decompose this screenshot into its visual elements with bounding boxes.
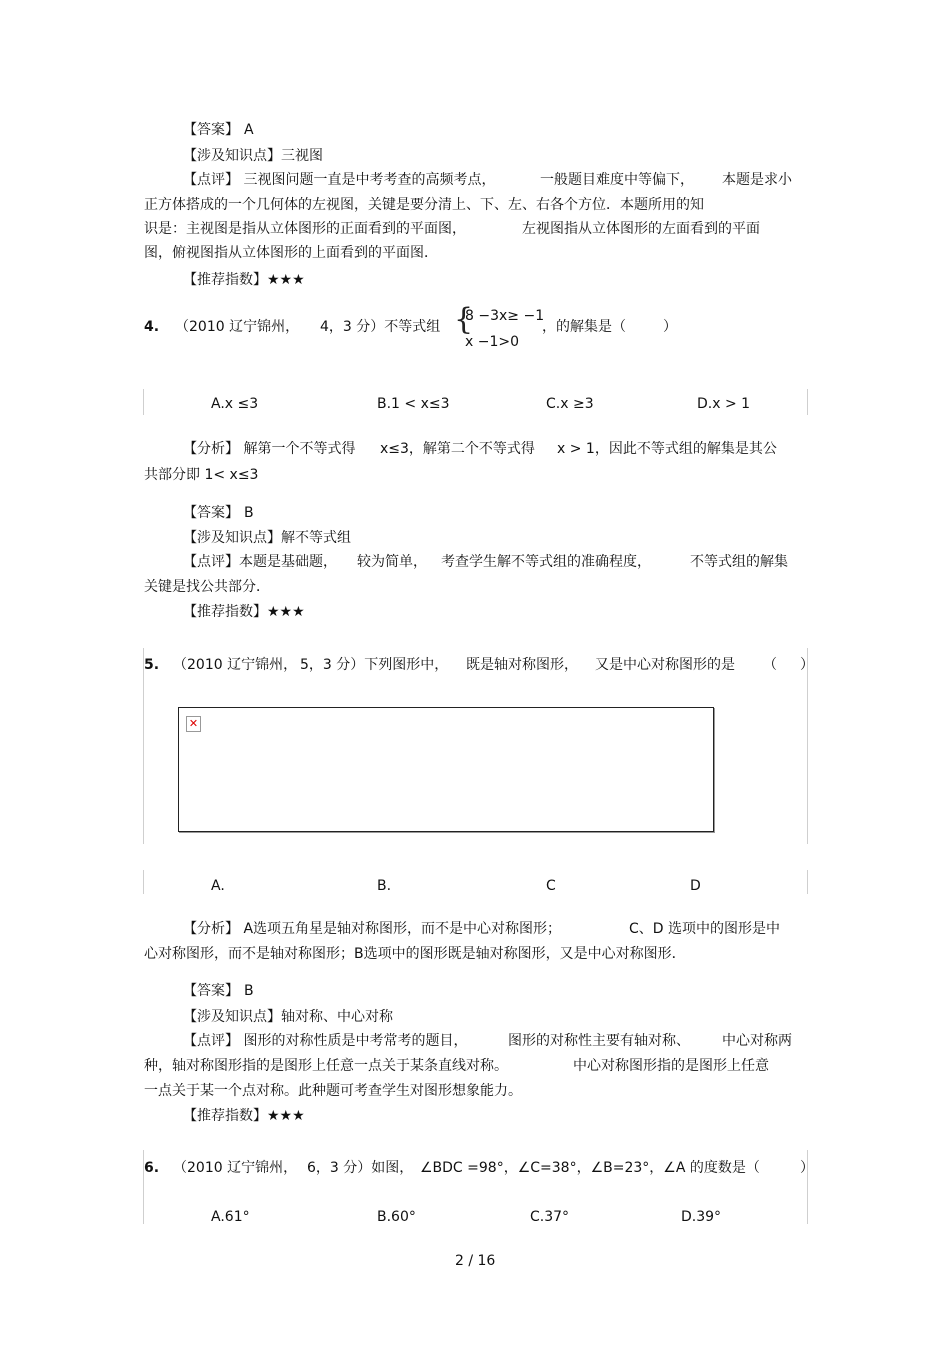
inequality-1: 8 −3x≥ −1 — [465, 308, 545, 324]
analysis-text: 【分析】 解第一个不等式得 — [183, 441, 356, 457]
review-text: 种，轴对称图形指的是图形上任意一点关于某条直线对称。 — [144, 1058, 508, 1074]
knowledge-point-label: 【涉及知识点】 — [183, 148, 281, 164]
review-text: 【点评】本题是基础题， — [183, 554, 337, 570]
knowledge-point-label: 【涉及知识点】 — [183, 530, 281, 546]
knowledge-point-label: 【涉及知识点】 — [183, 1009, 281, 1025]
option-b: B. — [377, 878, 392, 894]
system-brace: { — [454, 302, 474, 337]
recommend-label: 【推荐指数】 — [183, 1108, 267, 1124]
question-stem: （2010 辽宁锦州， — [173, 1160, 298, 1176]
knowledge-point-value: 三视图 — [281, 148, 323, 164]
option-d: D — [690, 878, 701, 894]
question-stem: 既是轴对称图形， — [466, 657, 578, 673]
question-stem: ∠BDC =98°，∠C=38°，∠B=23°，∠A 的度数是（ — [420, 1160, 760, 1176]
answer-label: 【答案】 — [183, 983, 239, 999]
option-row-border — [143, 389, 144, 415]
question-number: 4. — [144, 319, 160, 335]
review-text: 一点关于某一个点对称。此种题可考查学生对图形想象能力。 — [144, 1083, 522, 1099]
answer-label: 【答案】 — [183, 505, 239, 521]
review-text: 不等式组的解集 — [690, 554, 788, 570]
option-row-border — [143, 870, 144, 894]
question-stem: ） — [800, 1160, 814, 1176]
question-stem: 6，3 分）如图， — [307, 1160, 414, 1176]
option-row-border — [807, 389, 808, 415]
question-number: 5. — [144, 657, 160, 673]
analysis-text: x > 1，因此不等式组的解集是其公 — [557, 441, 777, 457]
answer-label: 【答案】 — [183, 122, 239, 138]
analysis-text: 心对称图形，而不是轴对称图形；B选项中的图形既是轴对称图形，又是中心对称图形． — [144, 946, 686, 962]
inequality-2: x −1>0 — [465, 334, 520, 350]
question-stem: 5，3 分）下列图形中， — [300, 657, 449, 673]
figure-placeholder — [178, 707, 714, 832]
recommend-label: 【推荐指数】 — [183, 604, 267, 620]
answer-value: B — [244, 505, 254, 521]
question-number: 6. — [144, 1160, 160, 1176]
review-text: 图，俯视图指从立体图形的上面看到的平面图． — [144, 245, 438, 261]
review-text: 中心对称两 — [722, 1033, 792, 1049]
option-a: A.61° — [211, 1209, 250, 1225]
review-text: 考查学生解不等式组的准确程度， — [441, 554, 651, 570]
recommend-stars: ★★★ — [267, 1108, 305, 1124]
review-text: 识是：主视图是指从立体图形的正面看到的平面图， — [144, 221, 466, 237]
broken-image-icon: ✕ — [186, 716, 201, 732]
question-border — [143, 648, 144, 844]
question-stem: 又是中心对称图形的是 — [595, 657, 735, 673]
review-text: 正方体搭成的一个几何体的左视图，关键是要分清上、下、左、右各个方位．本题所用的知 — [144, 197, 704, 213]
analysis-text: C、D 选项中的图形是中 — [629, 921, 781, 937]
page-number: 2 / 16 — [455, 1253, 496, 1269]
review-text: 本题是求小 — [722, 172, 792, 188]
option-d: D.39° — [681, 1209, 722, 1225]
option-d: D.x > 1 — [697, 396, 751, 412]
option-c: C.37° — [530, 1209, 570, 1225]
question-stem: ） — [663, 319, 677, 335]
question-stem: （ — [763, 657, 777, 673]
option-c: C.x ≥3 — [546, 396, 594, 412]
recommend-stars: ★★★ — [267, 272, 305, 288]
option-a: A.x ≤3 — [211, 396, 259, 412]
option-row-border — [807, 870, 808, 894]
recommend-stars: ★★★ — [267, 604, 305, 620]
knowledge-point-value: 轴对称、中心对称 — [281, 1009, 393, 1025]
recommend-label: 【推荐指数】 — [183, 272, 267, 288]
knowledge-point-value: 解不等式组 — [281, 530, 351, 546]
analysis-text: 【分析】 A选项五角星是轴对称图形，而不是中心对称图形； — [183, 921, 562, 937]
answer-value: A — [244, 122, 254, 138]
review-text: 图形的对称性主要有轴对称、 — [508, 1033, 690, 1049]
question-stem: （2010 辽宁锦州， — [175, 319, 300, 335]
analysis-text: x≤3，解第二个不等式得 — [380, 441, 535, 457]
review-text: 【点评】 图形的对称性质是中考常考的题目， — [183, 1033, 468, 1049]
analysis-text: 共部分即 1< x≤3 — [144, 467, 259, 483]
review-text: 关键是找公共部分． — [144, 579, 270, 595]
option-b: B.60° — [377, 1209, 416, 1225]
review-text: 一般题目难度中等偏下， — [540, 172, 694, 188]
review-text: 中心对称图形指的是图形上任意 — [573, 1058, 769, 1074]
review-text: 较为简单， — [357, 554, 427, 570]
question-stem: （2010 辽宁锦州， — [173, 657, 298, 673]
option-b: B.1 < x≤3 — [377, 396, 450, 412]
option-c: C — [546, 878, 556, 894]
question-stem: ，的解集是（ — [542, 319, 626, 335]
question-border — [807, 648, 808, 844]
question-stem: ） — [800, 657, 814, 673]
question-stem: 4，3 分）不等式组 — [320, 319, 441, 335]
review-text: 左视图指从立体图形的左面看到的平面 — [522, 221, 760, 237]
option-a: A. — [211, 878, 225, 894]
answer-value: B — [244, 983, 254, 999]
review-text: 【点评】 三视图问题一直是中考考查的高频考点， — [183, 172, 496, 188]
